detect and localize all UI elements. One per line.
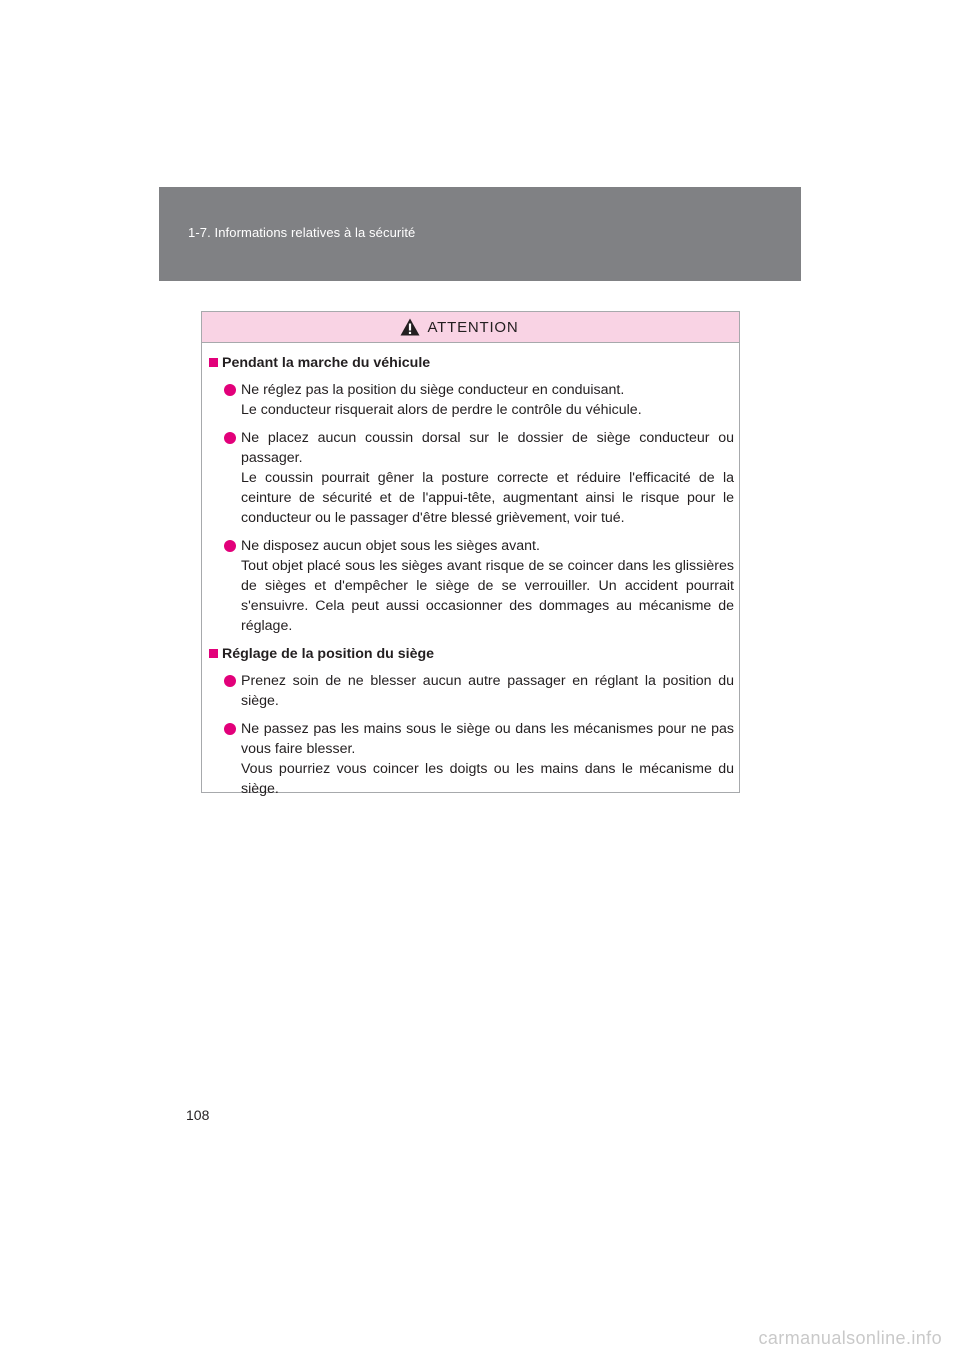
round-bullet-icon	[224, 723, 236, 735]
list-item	[202, 428, 739, 528]
header-band	[159, 187, 801, 281]
item-text: Ne disposez aucun objet sous les sièges avant.	[241, 538, 540, 554]
square-bullet-icon	[209, 358, 218, 367]
item-text: Ne placez aucun coussin dorsal sur le dossier de siège conducteur ou passager.	[241, 430, 734, 466]
list-item	[202, 719, 739, 799]
round-bullet-icon	[224, 675, 236, 687]
round-bullet-icon	[224, 540, 236, 552]
watermark: carmanualsonline.info	[758, 1328, 942, 1348]
round-bullet-icon	[224, 384, 236, 396]
section-title-driving	[202, 353, 739, 373]
round-bullet-icon	[224, 432, 236, 444]
item-text: Le conducteur risquerait alors de perdre le contrôle du véhicule.	[241, 402, 642, 418]
item-text: Ne réglez pas la position du siège conducteur en conduisant.	[241, 382, 625, 398]
warning-triangle-icon	[400, 318, 420, 336]
item-text: Ne passez pas les mains sous le siège ou dans les mécanismes pour ne pas vous faire blesser.	[241, 721, 734, 757]
attention-title: ATTENTION	[427, 318, 519, 336]
section-title-text: Pendant la marche du véhicule	[222, 355, 431, 371]
item-text: Prenez soin de ne blesser aucun autre passager en réglant la position du siège.	[241, 673, 734, 709]
page-number: 108	[186, 1107, 210, 1123]
list-item	[202, 380, 739, 420]
section-title-text: Réglage de la position du siège	[222, 646, 435, 662]
attention-content	[202, 343, 739, 799]
list-item	[202, 536, 739, 636]
section-label: 1-7. Informations relatives à la sécurité	[188, 225, 416, 240]
item-text: Le coussin pourrait gêner la posture correcte et réduire l'efficacité de la ceinture de sécurité et de l'appui-tête, augmentant ainsi le risque pour le conducteur ou le passager d'être blessé grièvement, voir tué.	[241, 470, 734, 526]
attention-box	[201, 311, 740, 797]
item-text: Tout objet placé sous les sièges avant risque de se coincer dans les glissières de sièges et d'empêcher le siège de se verrouiller. Un accident pourrait s'ensuivre. Cela peut aussi occasionner des dommages au mécanisme de réglage.	[241, 558, 734, 634]
item-text: Vous pourriez vous coincer les doigts ou les mains dans le mécanisme du siège.	[241, 761, 734, 797]
section-title-seat-adjustment	[202, 644, 739, 664]
attention-header	[202, 312, 739, 343]
square-bullet-icon	[209, 649, 218, 658]
list-item	[202, 671, 739, 711]
